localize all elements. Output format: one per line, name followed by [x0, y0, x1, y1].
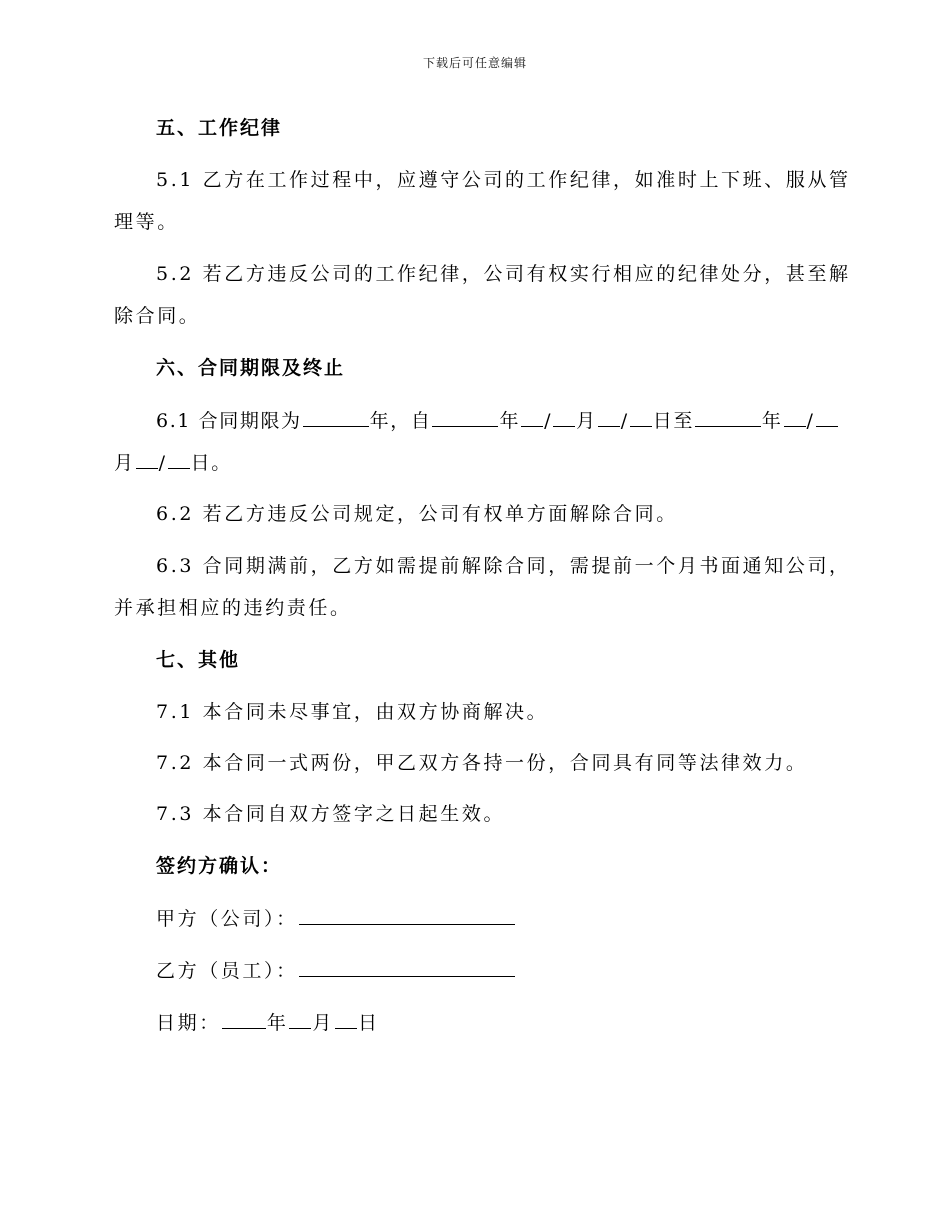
- party-b-signature-blank[interactable]: [299, 958, 515, 977]
- party-a-label: 甲方（公司）：: [156, 908, 298, 930]
- clause-7-3: 7.3 本合同自双方签字之日起生效。: [156, 803, 506, 825]
- slash-2: /: [620, 410, 629, 432]
- end-day-blank-a[interactable]: [136, 450, 158, 469]
- clause-6-1-month-label: 月: [576, 410, 597, 432]
- section-5-title: 五、工作纪律: [156, 117, 283, 139]
- clause-6-1-to-label: 日至: [652, 410, 694, 432]
- end-year-blank[interactable]: [695, 408, 761, 427]
- start-month-blank-a[interactable]: [521, 408, 543, 427]
- clause-6-1-end-year-label: 年: [761, 410, 783, 432]
- clause-6-3-line-2: 并承担相应的违约责任。: [114, 597, 352, 619]
- clause-6-1-line-1: [156, 408, 886, 433]
- clause-6-1-year-label: 年: [499, 410, 521, 432]
- date-year-blank[interactable]: [222, 1010, 266, 1029]
- date-year-label: 年: [266, 1012, 289, 1034]
- start-day-blank-b[interactable]: [630, 408, 652, 427]
- signature-date-line: [156, 1010, 886, 1035]
- party-b-signature-line: [156, 958, 886, 983]
- clause-6-1-year-from: 年，自: [369, 410, 432, 432]
- clause-6-1-end-day-label: 日。: [190, 452, 232, 474]
- clause-5-2-line-2: 除合同。: [114, 305, 201, 327]
- slash-3: /: [806, 410, 815, 432]
- party-a-signature-blank[interactable]: [299, 906, 515, 925]
- slash-1: /: [544, 410, 553, 432]
- slash-4: /: [158, 452, 167, 474]
- end-month-blank-b[interactable]: [816, 408, 838, 427]
- end-month-blank-a[interactable]: [784, 408, 806, 427]
- clause-6-1-end-month-label: 月: [114, 452, 135, 474]
- date-day-blank[interactable]: [335, 1010, 357, 1029]
- party-b-label: 乙方（员工）：: [156, 960, 298, 982]
- date-month-label: 月: [312, 1012, 335, 1034]
- clause-7-2: 7.2 本合同一式两份，甲乙双方各持一份，合同具有同等法律效力。: [156, 752, 808, 774]
- clause-5-2-line-1: 5.2 若乙方违反公司的工作纪律，公司有权实行相应的纪律处分，甚至解: [156, 263, 851, 285]
- term-years-blank[interactable]: [303, 408, 369, 427]
- start-day-blank-a[interactable]: [598, 408, 620, 427]
- clause-5-1-line-2: 理等。: [114, 211, 179, 233]
- clause-5-1-line-1: 5.1 乙方在工作过程中，应遵守公司的工作纪律，如准时上下班、服从管: [156, 169, 851, 191]
- clause-6-3-line-1: 6.3 合同期满前，乙方如需提前解除合同，需提前一个月书面通知公司，: [156, 555, 851, 577]
- section-6-title: 六、合同期限及终止: [156, 357, 346, 379]
- signature-title: 签约方确认：: [156, 855, 283, 877]
- date-label: 日期：: [156, 1012, 221, 1034]
- clause-6-1-prefix: 6.1 合同期限为: [156, 410, 302, 432]
- start-year-blank[interactable]: [432, 408, 498, 427]
- date-month-blank[interactable]: [289, 1010, 311, 1029]
- start-month-blank-b[interactable]: [553, 408, 575, 427]
- clause-6-2: 6.2 若乙方违反公司规定，公司有权单方面解除合同。: [156, 503, 678, 525]
- date-day-label: 日: [358, 1012, 380, 1034]
- section-7-title: 七、其他: [156, 649, 241, 671]
- clause-6-1-line-2: [114, 450, 844, 475]
- clause-7-1: 7.1 本合同未尽事宜，由双方协商解决。: [156, 701, 549, 723]
- party-a-signature-line: [156, 906, 886, 931]
- end-day-blank-b[interactable]: [168, 450, 190, 469]
- page-header-note: 下载后可任意编辑: [422, 56, 527, 70]
